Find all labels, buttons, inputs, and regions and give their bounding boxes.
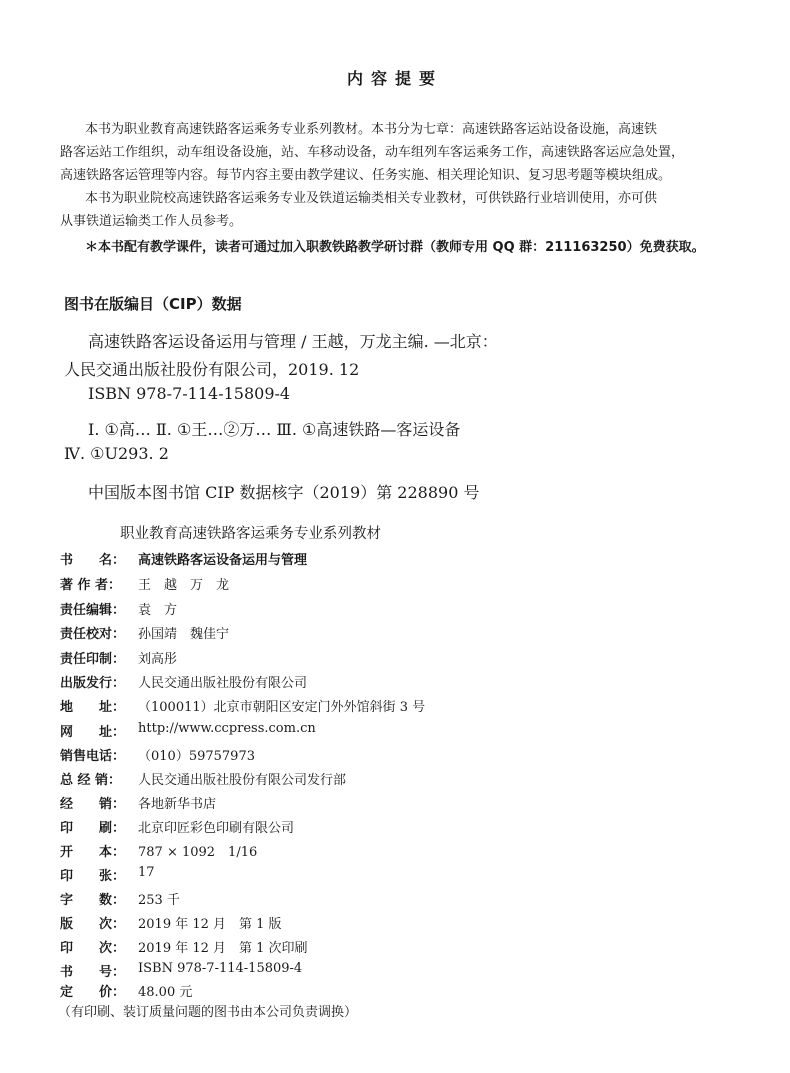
series-title: 职业教育高速铁路客运乘务专业系列教材 [120,526,381,542]
colophon-value: （010）59757973 [138,749,255,764]
colophon-label: 版 次： [60,917,126,932]
colophon-row-website [60,721,316,740]
colophon-value: 人民交通出版社股份有限公司 [138,676,308,691]
colophon-value: 2019 年 12 月 第 1 次印刷 [138,941,308,956]
colophon-row-proofreader [60,623,229,642]
cip-heading: 图书在版编目（CIP）数据 [64,295,242,313]
colophon-row-retailer [60,793,216,812]
colophon-label: 印 次： [60,941,126,956]
colophon-row-distributor [60,769,346,788]
colophon-row-sheets [60,865,155,884]
colophon-label: 印 刷： [60,821,126,836]
colophon-row-print-supervisor [60,648,177,667]
colophon-label: 书 名： [60,553,126,568]
courseware-note: ＊本书配有教学课件，读者可通过加入职教铁路教学研讨群（教师专用 QQ 群：211163250）免费获取。 [85,240,705,255]
cip-classification: Ⅰ. ①高… Ⅱ. ①王…②万… Ⅲ. ①高速铁路—客运设备 [88,420,461,439]
colophon-label: 出版发行： [60,676,126,691]
colophon-row-title [60,549,307,568]
colophon-row-publisher [60,672,307,691]
colophon-label: 字 数： [60,893,126,908]
colophon-value: ISBN 978-7-114-15809-4 [138,961,303,976]
colophon-row-format [60,841,257,860]
colophon-row-price [60,981,192,1000]
colophon-row-printing [60,937,308,956]
colophon-value: 48.00 元 [138,985,193,1000]
colophon-value: http://www.ccpress.com.cn [138,721,316,736]
colophon-value: 17 [138,865,155,880]
colophon-value: 高速铁路客运设备运用与管理 [138,553,308,568]
summary-line: 路客运站工作组织，动车组设备设施，站、车移动设备，动车组列车客运乘务工作，高速铁路客运应急处置， [60,145,685,160]
colophon-row-author [60,574,229,593]
cip-line: 高速铁路客运设备运用与管理 / 王越，万龙主编. —北京： [88,332,498,351]
colophon-label: 责任编辑： [60,603,126,618]
colophon-row-word-count [60,889,180,908]
colophon-label: 定 价： [60,985,126,1000]
colophon-row-address [60,696,425,715]
cip-record-number: 中国版本图书馆 CIP 数据核字（2019）第 228890 号 [88,483,480,502]
colophon-label: 书 号： [60,965,126,980]
cip-line: 人民交通出版社股份有限公司，2019. 12 [64,360,360,379]
colophon-value: 王 越 万 龙 [138,578,230,593]
colophon-label: 经 销： [60,797,126,812]
summary-line: 本书为职业院校高速铁路客运乘务专业及铁道运输类相关专业教材，可供铁路行业培训使用，亦可供 [85,191,658,206]
colophon-value: 各地新华书店 [138,797,217,812]
cip-isbn: ISBN 978-7-114-15809-4 [88,384,291,403]
colophon-value: （100011）北京市朝阳区安定门外外馆斜街 3 号 [138,700,426,715]
cip-classification: Ⅳ. ①U293. 2 [64,444,169,463]
colophon-label: 销售电话： [60,749,126,764]
colophon-row-printer [60,817,294,836]
colophon-row-edition [60,913,282,932]
colophon-label: 地 址： [60,700,126,715]
colophon-label: 网 址： [60,725,126,740]
quality-footnote: （有印刷、装订质量问题的图书由本公司负责调换） [58,1005,358,1020]
colophon-value: 刘高彤 [138,652,178,667]
colophon-label: 责任印制： [60,652,126,667]
summary-line: 高速铁路客运管理等内容。每节内容主要由教学建议、任务实施、相关理论知识、复习思考题等模块组成。 [60,168,672,183]
summary-line: 从事铁道运输类工作人员参考。 [60,214,243,229]
colophon-label: 印 张： [60,869,126,884]
summary-title: 内容提要 [346,69,443,88]
colophon-value: 787 × 1092 1/16 [138,845,258,860]
colophon-value: 北京印匠彩色印刷有限公司 [138,821,295,836]
colophon-label: 开 本： [60,845,126,860]
colophon-value: 253 千 [138,893,180,908]
colophon-value: 袁 方 [138,603,178,618]
colophon-label: 总 经 销： [60,773,122,788]
colophon-row-isbn [60,961,302,980]
colophon-value: 2019 年 12 月 第 1 版 [138,917,282,932]
colophon-value: 孙国靖 魏佳宁 [138,627,230,642]
colophon-label: 著 作 者： [60,578,122,593]
colophon-row-sales-phone [60,745,255,764]
summary-line: 本书为职业教育高速铁路客运乘务专业系列教材。本书分为七章：高速铁路客运站设备设施，高速铁 [85,122,658,137]
colophon-label: 责任校对： [60,627,126,642]
colophon-row-editor [60,599,177,618]
colophon-value: 人民交通出版社股份有限公司发行部 [138,773,347,788]
